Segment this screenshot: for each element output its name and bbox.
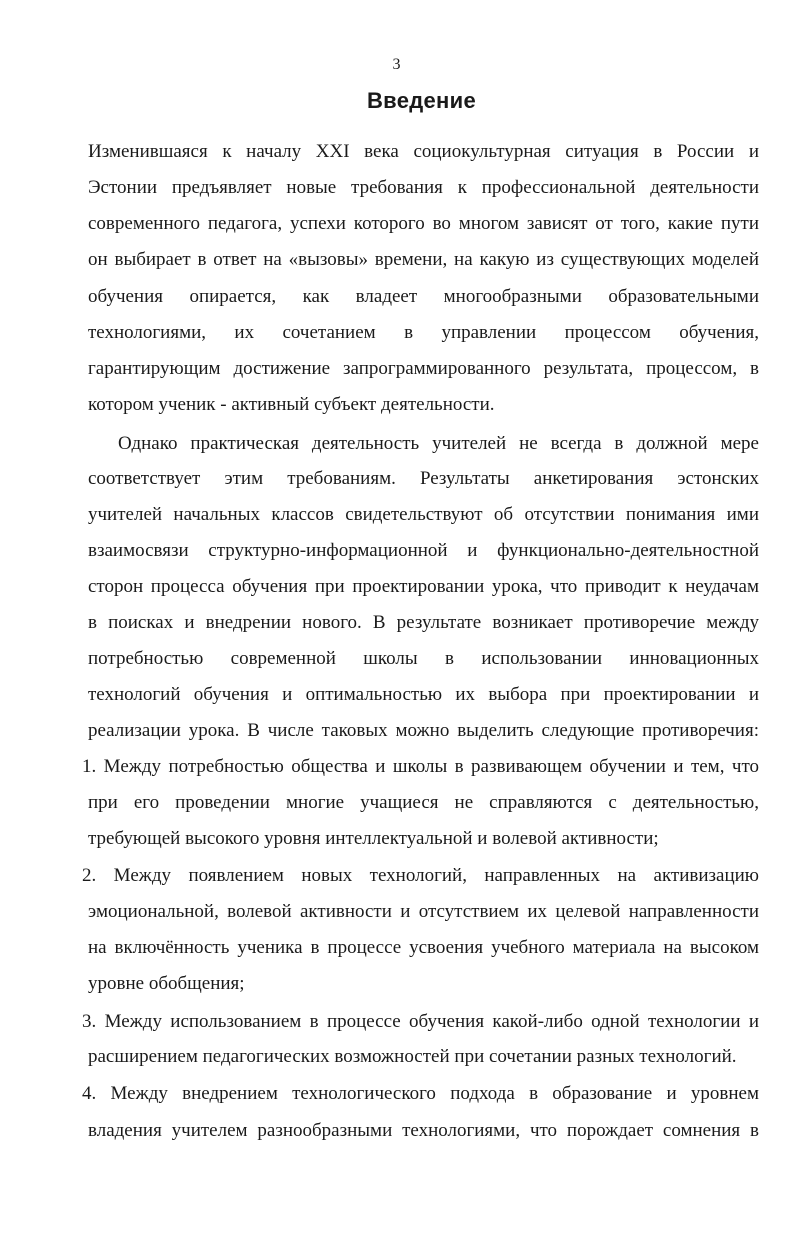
page-number: 3 bbox=[392, 56, 401, 73]
text-line: котором ученик - активный субъект деятельности. bbox=[88, 394, 495, 415]
text-line: технологий обучения и оптимальностью их выбора при проектировании и bbox=[88, 684, 759, 705]
text-line: Эстонии предъявляет новые требования к профессиональной деятельности bbox=[88, 177, 759, 198]
text-line: сторон процесса обучения при проектировании урока, что приводит к неудачам bbox=[88, 576, 759, 597]
text-line: учителей начальных классов свидетельствуют об отсутствии понимания ими bbox=[88, 504, 759, 525]
list-item-line: 1. Между потребностью общества и школы в развивающем обучении и тем, что bbox=[82, 756, 759, 777]
text-line: технологиями, их сочетанием в управлении процессом обучения, bbox=[88, 322, 759, 343]
text-line: соответствует этим требованиям. Результаты анкетирования эстонских bbox=[88, 468, 759, 489]
text-line: в поисках и внедрении нового. В результате возникает противоречие между bbox=[88, 612, 759, 633]
text-line: гарантирующим достижение запрограммированного результата, процессом, в bbox=[88, 358, 759, 379]
section-heading: Введение bbox=[366, 88, 476, 113]
text-line: обучения опирается, как владеет многообразными образовательными bbox=[88, 286, 759, 307]
list-item-line: эмоциональной, волевой активности и отсутствием их целевой направленности bbox=[88, 901, 759, 922]
text-line: потребностью современной школы в использовании инновационных bbox=[88, 648, 759, 669]
list-item-line: при его проведении многие учащиеся не справляются с деятельностью, bbox=[88, 792, 759, 813]
text-line: реализации урока. В числе таковых можно выделить следующие противоречия: bbox=[88, 720, 759, 741]
text-line: он выбирает в ответ на «вызовы» времени, на какую из существующих моделей bbox=[88, 249, 759, 270]
list-item-line: владения учителем разнообразными технологиями, что порождает сомнения в bbox=[88, 1120, 759, 1141]
list-item-line: на включённость ученика в процессе усвоения учебного материала на высоком bbox=[88, 937, 759, 958]
list-item-line: уровне обобщения; bbox=[88, 973, 245, 994]
list-item-line: 3. Между использованием в процессе обучения какой-либо одной технологии и bbox=[82, 1011, 759, 1032]
list-item-line: расширением педагогических возможностей при сочетании разных технологий. bbox=[88, 1046, 737, 1067]
text-line: современного педагога, успехи которого во многом зависят от того, какие пути bbox=[88, 213, 759, 234]
text-line: Однако практическая деятельность учителей не всегда в должной мере bbox=[118, 433, 759, 454]
list-item-line: 2. Между появлением новых технологий, направленных на активизацию bbox=[82, 865, 759, 886]
list-item-line: 4. Между внедрением технологического подхода в образование и уровнем bbox=[82, 1083, 759, 1104]
text-line: взаимосвязи структурно-информационной и функционально-деятельностной bbox=[88, 540, 759, 561]
list-item-line: требующей высокого уровня интеллектуальной и волевой активности; bbox=[88, 828, 659, 849]
text-line: Изменившаяся к началу XXI века социокультурная ситуация в России и bbox=[88, 141, 759, 162]
